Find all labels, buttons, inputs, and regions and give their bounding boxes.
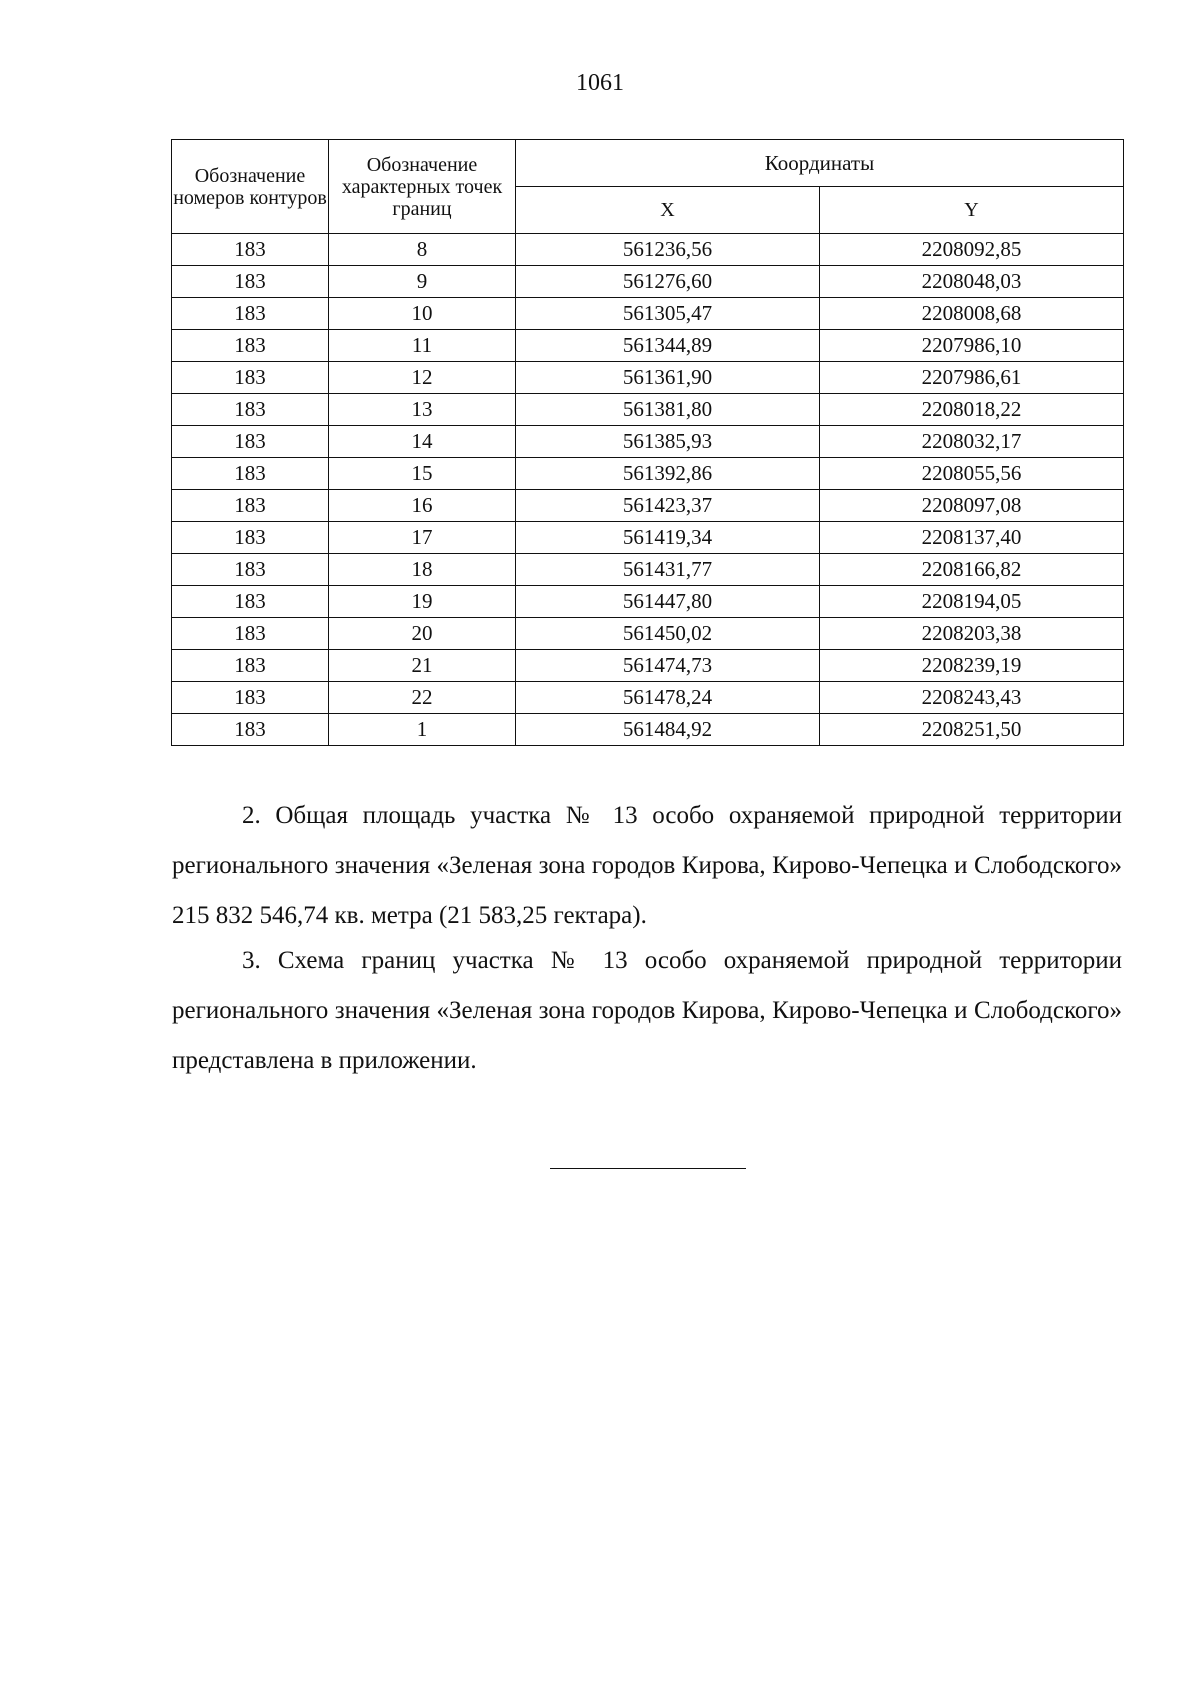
- cell-x: 561474,73: [516, 650, 820, 682]
- cell-contour: 183: [172, 298, 329, 330]
- cell-contour: 183: [172, 586, 329, 618]
- table-row: [172, 554, 1124, 586]
- cell-point: 19: [329, 586, 516, 618]
- header-boundary-point: Обозначение характерных точек границ: [329, 140, 516, 234]
- cell-y: 2207986,61: [820, 362, 1124, 394]
- cell-contour: 183: [172, 490, 329, 522]
- table-row: [172, 586, 1124, 618]
- end-separator-line: [550, 1168, 746, 1169]
- cell-point: 18: [329, 554, 516, 586]
- cell-contour: 183: [172, 362, 329, 394]
- cell-contour: 183: [172, 234, 329, 266]
- table-row: [172, 682, 1124, 714]
- cell-x: 561276,60: [516, 266, 820, 298]
- cell-y: 2208018,22: [820, 394, 1124, 426]
- cell-x: 561478,24: [516, 682, 820, 714]
- cell-contour: 183: [172, 650, 329, 682]
- cell-x: 561344,89: [516, 330, 820, 362]
- cell-point: 13: [329, 394, 516, 426]
- table-body: [172, 234, 1124, 746]
- cell-contour: 183: [172, 554, 329, 586]
- cell-point: 15: [329, 458, 516, 490]
- cell-point: 14: [329, 426, 516, 458]
- cell-point: 16: [329, 490, 516, 522]
- table-row: [172, 330, 1124, 362]
- cell-y: 2208048,03: [820, 266, 1124, 298]
- cell-y: 2208137,40: [820, 522, 1124, 554]
- cell-contour: 183: [172, 522, 329, 554]
- cell-point: 22: [329, 682, 516, 714]
- table-row: [172, 234, 1124, 266]
- cell-y: 2208239,19: [820, 650, 1124, 682]
- cell-contour: 183: [172, 714, 329, 746]
- paragraph-scheme: 3. Схема границ участка № 13 особо охраняемой природной территории регионального значения «Зеленая зона городов Кирова, Кирово-Чепецка и Слободского» представлена в приложении.: [172, 947, 1122, 1074]
- cell-x: 561450,02: [516, 618, 820, 650]
- coordinates-table: [171, 139, 1124, 746]
- cell-contour: 183: [172, 394, 329, 426]
- table-row: [172, 618, 1124, 650]
- header-coordinates: Координаты: [516, 140, 1124, 187]
- cell-x: 561431,77: [516, 554, 820, 586]
- paragraph-area: 2. Общая площадь участка № 13 особо охраняемой природной территории регионального значения «Зеленая зона городов Кирова, Кирово-Чепецка и Слободского» 215 832 546,74 кв. метра (21 583,25 гектара).: [172, 802, 1122, 929]
- header-y: Y: [820, 187, 1124, 234]
- cell-x: 561419,34: [516, 522, 820, 554]
- cell-contour: 183: [172, 682, 329, 714]
- cell-y: 2208097,08: [820, 490, 1124, 522]
- cell-point: 9: [329, 266, 516, 298]
- cell-x: 561392,86: [516, 458, 820, 490]
- cell-y: 2208032,17: [820, 426, 1124, 458]
- cell-contour: 183: [172, 618, 329, 650]
- cell-y: 2208243,43: [820, 682, 1124, 714]
- table-row: [172, 490, 1124, 522]
- cell-point: 1: [329, 714, 516, 746]
- header-x: X: [516, 187, 820, 234]
- cell-point: 8: [329, 234, 516, 266]
- cell-y: 2208251,50: [820, 714, 1124, 746]
- cell-contour: 183: [172, 426, 329, 458]
- table-row: [172, 714, 1124, 746]
- table-row: [172, 458, 1124, 490]
- cell-y: 2208092,85: [820, 234, 1124, 266]
- cell-x: 561447,80: [516, 586, 820, 618]
- cell-contour: 183: [172, 330, 329, 362]
- table-row: [172, 394, 1124, 426]
- cell-x: 561381,80: [516, 394, 820, 426]
- cell-y: 2208055,56: [820, 458, 1124, 490]
- table-row: [172, 266, 1124, 298]
- cell-x: 561361,90: [516, 362, 820, 394]
- cell-point: 12: [329, 362, 516, 394]
- cell-y: 2208194,05: [820, 586, 1124, 618]
- cell-x: 561305,47: [516, 298, 820, 330]
- cell-x: 561236,56: [516, 234, 820, 266]
- cell-y: 2208008,68: [820, 298, 1124, 330]
- cell-point: 10: [329, 298, 516, 330]
- cell-x: 561423,37: [516, 490, 820, 522]
- cell-x: 561484,92: [516, 714, 820, 746]
- cell-y: 2208166,82: [820, 554, 1124, 586]
- table-row: [172, 298, 1124, 330]
- table-row: [172, 362, 1124, 394]
- cell-point: 20: [329, 618, 516, 650]
- table-header-row: [172, 140, 1124, 187]
- cell-point: 17: [329, 522, 516, 554]
- cell-y: 2208203,38: [820, 618, 1124, 650]
- table-row: [172, 522, 1124, 554]
- page-number: 1061: [576, 70, 624, 96]
- cell-point: 21: [329, 650, 516, 682]
- table-row: [172, 426, 1124, 458]
- cell-contour: 183: [172, 266, 329, 298]
- cell-y: 2207986,10: [820, 330, 1124, 362]
- table-row: [172, 650, 1124, 682]
- cell-contour: 183: [172, 458, 329, 490]
- header-contour-number: Обозначение номеров контуров: [172, 140, 329, 234]
- cell-point: 11: [329, 330, 516, 362]
- cell-x: 561385,93: [516, 426, 820, 458]
